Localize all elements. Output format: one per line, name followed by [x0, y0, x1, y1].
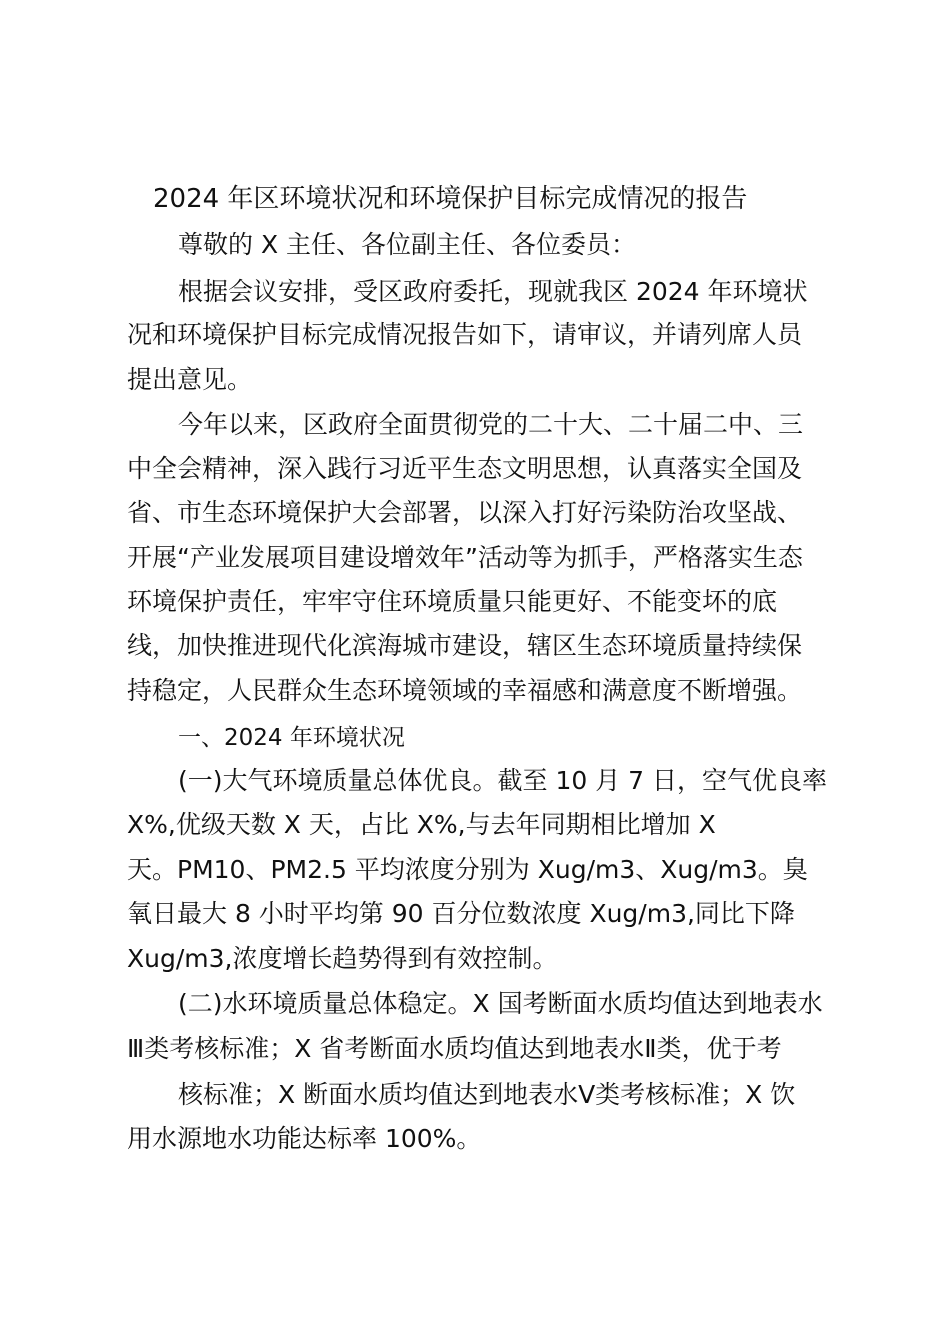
paragraph-line: Xug/m3,浓度增长趋势得到有效控制。: [127, 944, 558, 973]
paragraph-line: 开展“产业发展项目建设增效年”活动等为抓手，严格落实生态: [127, 543, 803, 572]
paragraph-line: 今年以来，区政府全面贯彻党的二十大、二十届二中、三: [178, 410, 804, 439]
paragraph-line: (一)大气环境质量总体优良。截至 10 月 7 日，空气优良率: [178, 766, 828, 795]
paragraph-line: 环境保护责任，牢牢守住环境质量只能更好、不能变坏的底: [127, 587, 778, 616]
paragraph-line: 省、市生态环境保护大会部署，以深入打好污染防治攻坚战、: [127, 498, 803, 527]
paragraph-line: 提出意见。: [127, 365, 253, 394]
paragraph-line: 天。PM10、PM2.5 平均浓度分别为 Xug/m3、Xug/m3。臭: [127, 855, 808, 884]
paragraph-line: 用水源地水功能达标率 100%。: [127, 1124, 482, 1153]
section-heading: 一、2024 年环境状况: [178, 725, 405, 751]
paragraph-line: (二)水环境质量总体稳定。X 国考断面水质均值达到地表水: [178, 989, 823, 1018]
salutation: 尊敬的 X 主任、各位副主任、各位委员：: [178, 230, 637, 259]
paragraph-line: 氧日最大 8 小时平均第 90 百分位数浓度 Xug/m3,同比下降: [127, 899, 795, 928]
paragraph-line: X%,优级天数 X 天，占比 X%,与去年同期相比增加 X: [127, 810, 716, 839]
paragraph-line: 线，加快推进现代化滨海城市建设，辖区生态环境质量持续保: [127, 631, 803, 660]
paragraph-line: 中全会精神，深入践行习近平生态文明思想，认真落实全国及: [127, 454, 803, 483]
paragraph-line: Ⅲ类考核标准；X 省考断面水质均值达到地表水Ⅱ类，优于考: [127, 1034, 782, 1063]
paragraph-line: 核标准；X 断面水质均值达到地表水Ⅴ类考核标准；X 饮: [178, 1080, 796, 1109]
document-title: 2024 年区环境状况和环境保护目标完成情况的报告: [153, 184, 748, 214]
paragraph-line: 况和环境保护目标完成情况报告如下，请审议，并请列席人员: [127, 320, 803, 349]
paragraph-line: 根据会议安排，受区政府委托，现就我区 2024 年环境状: [178, 277, 808, 306]
paragraph-line: 持稳定，人民群众生态环境领域的幸福感和满意度不断增强。: [127, 676, 803, 705]
